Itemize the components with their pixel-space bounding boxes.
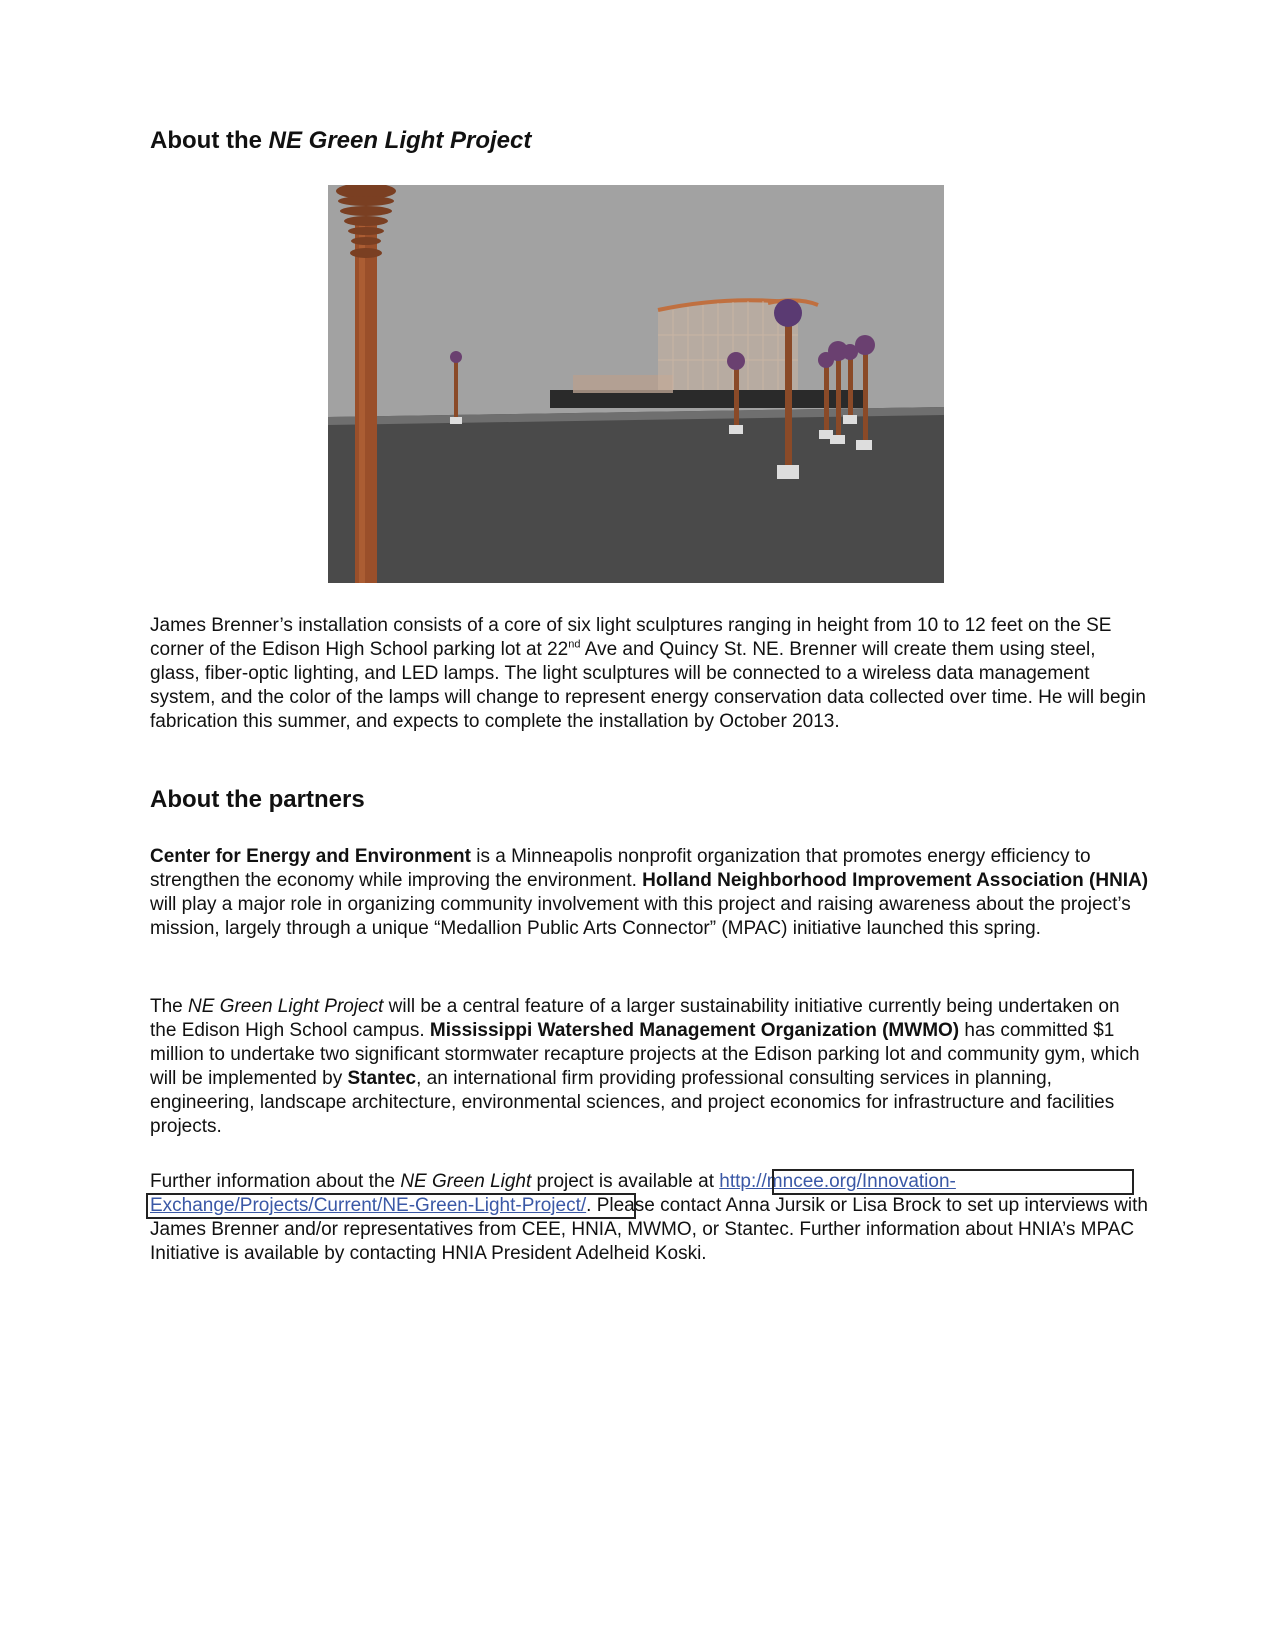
paragraph-sustainability-text-1: The — [150, 996, 189, 1017]
org-cee: Center for Energy and Environment — [150, 846, 471, 867]
project-name-italic: NE Green Light Project — [188, 996, 384, 1017]
paragraph-installation-text-2: Ave and Quincy St. NE. Brenner will create them using steel, glass, fiber-optic lighting, and LED lamps. The light sculptures will be connected to a wireless data management system, and the color of the lamps will change to represent energy conservation data collected over time. He will begin fabrication this summer, and expects to complete the installation by October 2013. — [150, 639, 1146, 732]
paragraph-further-info-text-2: project is available at — [531, 1171, 720, 1192]
project-rendering-image — [328, 185, 944, 583]
paragraph-partners — [150, 845, 1150, 941]
paragraph-sustainability-text-3: has committed $1 million to undertake two significant stormwater recapture projects at the Edison parking lot and community gym, which will be implemented by — [150, 1020, 1140, 1089]
section-heading-project — [150, 126, 531, 156]
org-hnia: Holland Neighborhood Improvement Association (HNIA) — [642, 870, 1149, 891]
org-stantec: Stantec — [347, 1068, 417, 1089]
paragraph-installation-text-1: James Brenner’s installation consists of a core of six light sculptures ranging in height from 10 to 12 feet on the SE corner of the Edison High School parking lot at 22 — [150, 615, 1112, 660]
paragraph-further-info-text-1: Further information about the — [150, 1171, 401, 1192]
ordinal-suffix: nd — [568, 638, 581, 651]
paragraph-partners-text-2: will play a major role in organizing community involvement with this project and raising awareness about the project’s mission, largely through a unique “Medallion Public Arts Connector” (MPAC) initiative launched this spring. — [150, 894, 1131, 939]
project-url-line-2[interactable]: Exchange/Projects/Current/NE-Green-Light-Project/ — [150, 1195, 587, 1216]
paragraph-further-info-text-3: . Please contact Anna Jursik or Lisa Brock to set up interviews with James Brenner and/or representatives from CEE, HNIA, MWMO, or Stantec. Further information about HNIA’s MPAC Initiative is available by contacting HNIA President Adelheid Koski. — [150, 1195, 1148, 1264]
paragraph-partners-text-1: is a Minneapolis nonprofit organization that promotes energy efficiency to strengthen the economy while improving the environment. — [150, 846, 1091, 891]
paragraph-further-info — [150, 1170, 1150, 1266]
paragraph-sustainability — [150, 995, 1150, 1139]
heading-prefix: About the — [150, 127, 269, 154]
paragraph-sustainability-text-4: , an international firm providing professional consulting services in planning, engineering, landscape architecture, environmental sciences, and project economics for infrastructure and facilities projects. — [150, 1068, 1115, 1137]
project-url-line-1[interactable]: http://mncee.org/Innovation- — [719, 1171, 956, 1192]
project-name-short-italic: NE Green Light — [400, 1171, 532, 1192]
paragraph-installation — [150, 614, 1150, 734]
heading-project-name: NE Green Light Project — [268, 127, 532, 154]
org-mwmo: Mississippi Watershed Management Organization (MWMO) — [429, 1020, 960, 1041]
section-heading-partners: About the partners — [150, 786, 365, 813]
paragraph-sustainability-text-2: will be a central feature of a larger sustainability initiative currently being undertaken on the Edison High School campus. — [150, 996, 1120, 1041]
